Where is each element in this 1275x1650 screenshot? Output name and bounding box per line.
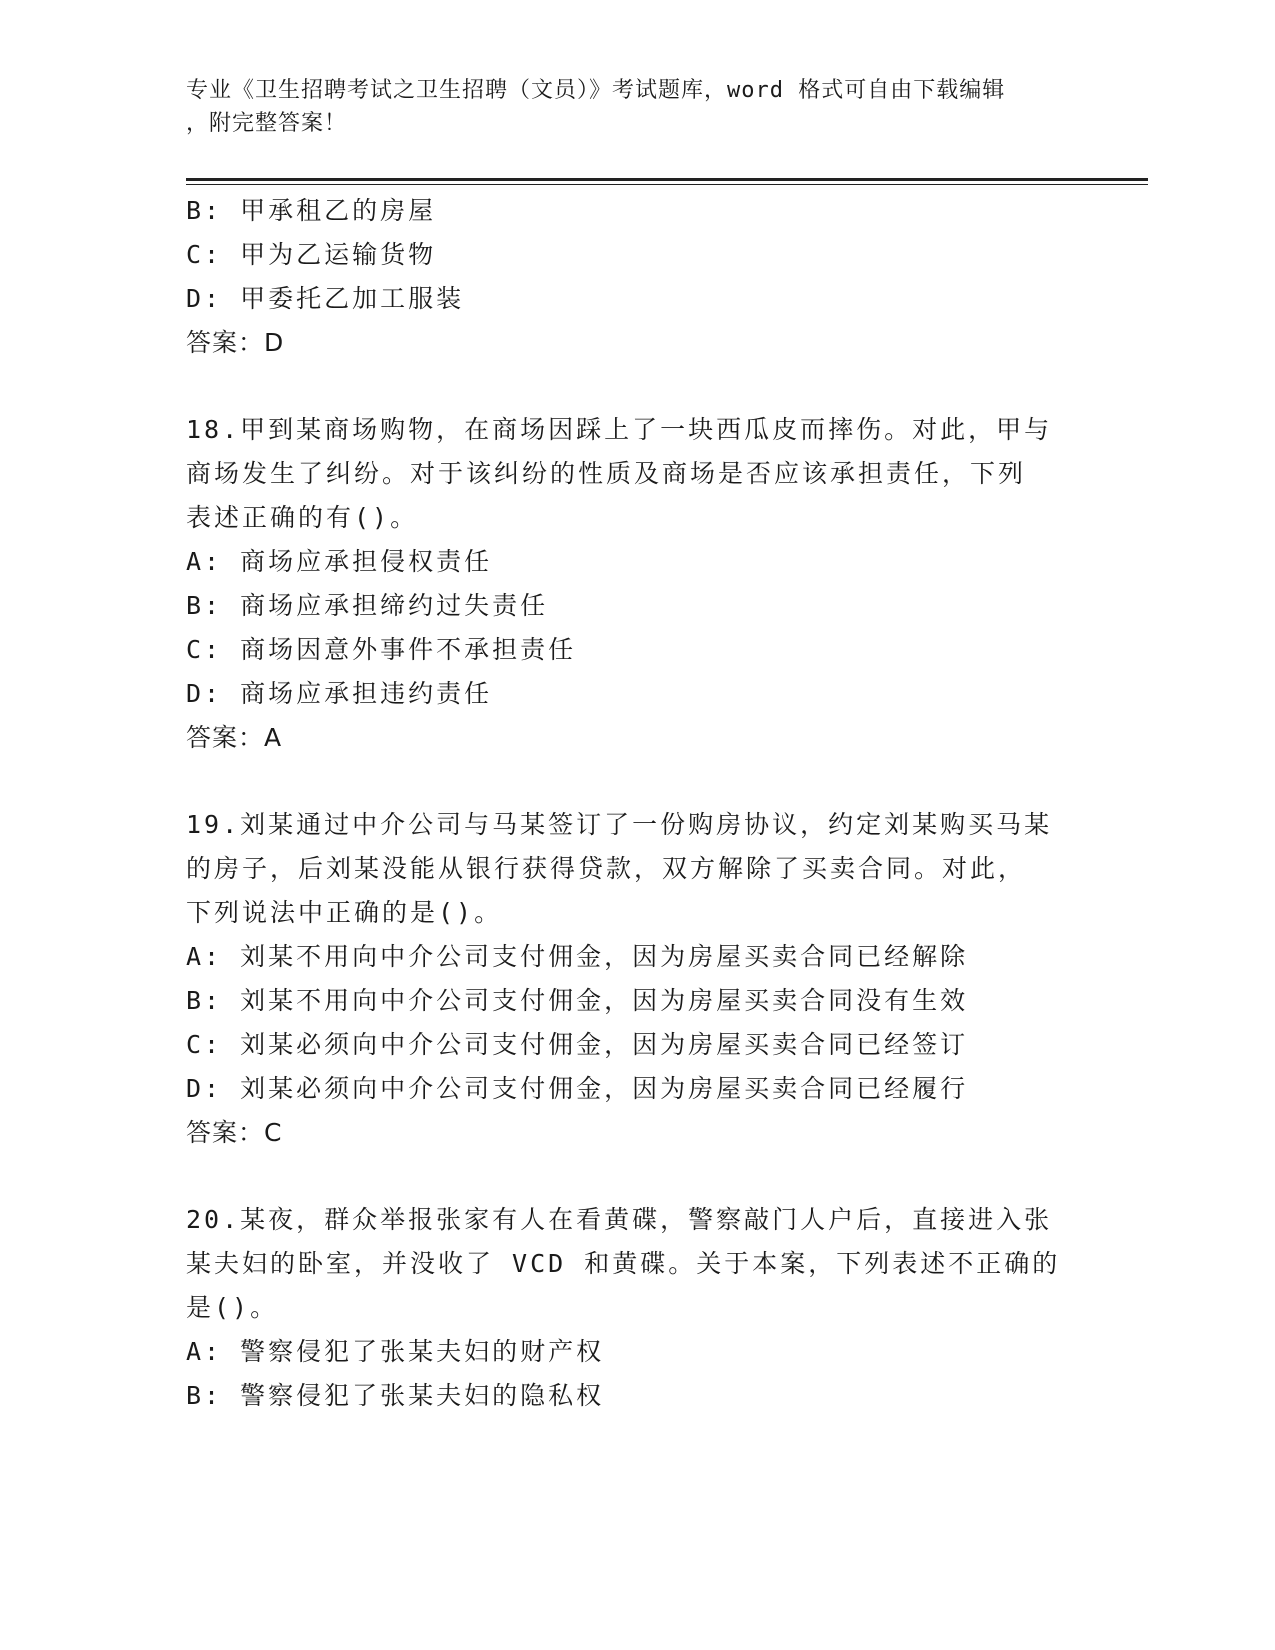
q17-option-c: C: 甲为乙运输货物 — [186, 240, 437, 269]
header-divider-thick — [186, 178, 1148, 181]
q19-stem-line-2: 的房子，后刘某没能从银行获得贷款，双方解除了买卖合同。对此， — [186, 854, 1027, 883]
q19-option-d: D: 刘某必须向中介公司支付佣金，因为房屋买卖合同已经履行 — [186, 1074, 969, 1103]
q18-stem-line-3: 表述正确的有()。 — [186, 503, 419, 532]
header-line-2: ，附完整答案！ — [186, 111, 348, 136]
q20-option-b: B: 警察侵犯了张某夫妇的隐私权 — [186, 1381, 605, 1410]
q18-answer: 答案：A — [186, 723, 283, 752]
q18-option-b: B: 商场应承担缔约过失责任 — [186, 591, 549, 620]
q17-option-d: D: 甲委托乙加工服装 — [186, 284, 465, 313]
q19-stem-line-1: 19.刘某通过中介公司与马某签订了一份购房协议，约定刘某购买马某 — [186, 810, 1053, 839]
q18-stem-line-1: 18.甲到某商场购物，在商场因踩上了一块西瓜皮而摔伤。对此，甲与 — [186, 415, 1053, 444]
q19-option-a: A: 刘某不用向中介公司支付佣金，因为房屋买卖合同已经解除 — [186, 942, 969, 971]
q20-option-a: A: 警察侵犯了张某夫妇的财产权 — [186, 1337, 605, 1366]
q18-option-c: C: 商场因意外事件不承担责任 — [186, 635, 577, 664]
q18-option-a: A: 商场应承担侵权责任 — [186, 547, 493, 576]
header-line-1: 专业《卫生招聘考试之卫生招聘（文员）》考试题库，word 格式可自由下载编辑 — [186, 78, 1006, 103]
q18-stem-line-2: 商场发生了纠纷。对于该纠纷的性质及商场是否应该承担责任，下列 — [186, 459, 1027, 488]
q19-stem-line-3: 下列说法中正确的是()。 — [186, 898, 503, 927]
q20-stem-line-2: 某夫妇的卧室，并没收了 VCD 和黄碟。关于本案，下列表述不正确的 — [186, 1249, 1061, 1278]
q19-answer: 答案：C — [186, 1118, 283, 1147]
q17-answer: 答案：D — [186, 328, 285, 357]
document-header — [186, 74, 1086, 140]
q19-option-c: C: 刘某必须向中介公司支付佣金，因为房屋买卖合同已经签订 — [186, 1030, 969, 1059]
q18-option-d: D: 商场应承担违约责任 — [186, 679, 493, 708]
q17-option-b: B: 甲承租乙的房屋 — [186, 196, 437, 225]
q20-stem-line-1: 20.某夜，群众举报张家有人在看黄碟，警察敲门人户后，直接进入张 — [186, 1205, 1053, 1234]
q20-stem-line-3: 是()。 — [186, 1293, 279, 1322]
q19-option-b: B: 刘某不用向中介公司支付佣金，因为房屋买卖合同没有生效 — [186, 986, 969, 1015]
header-divider-thin — [186, 184, 1148, 185]
